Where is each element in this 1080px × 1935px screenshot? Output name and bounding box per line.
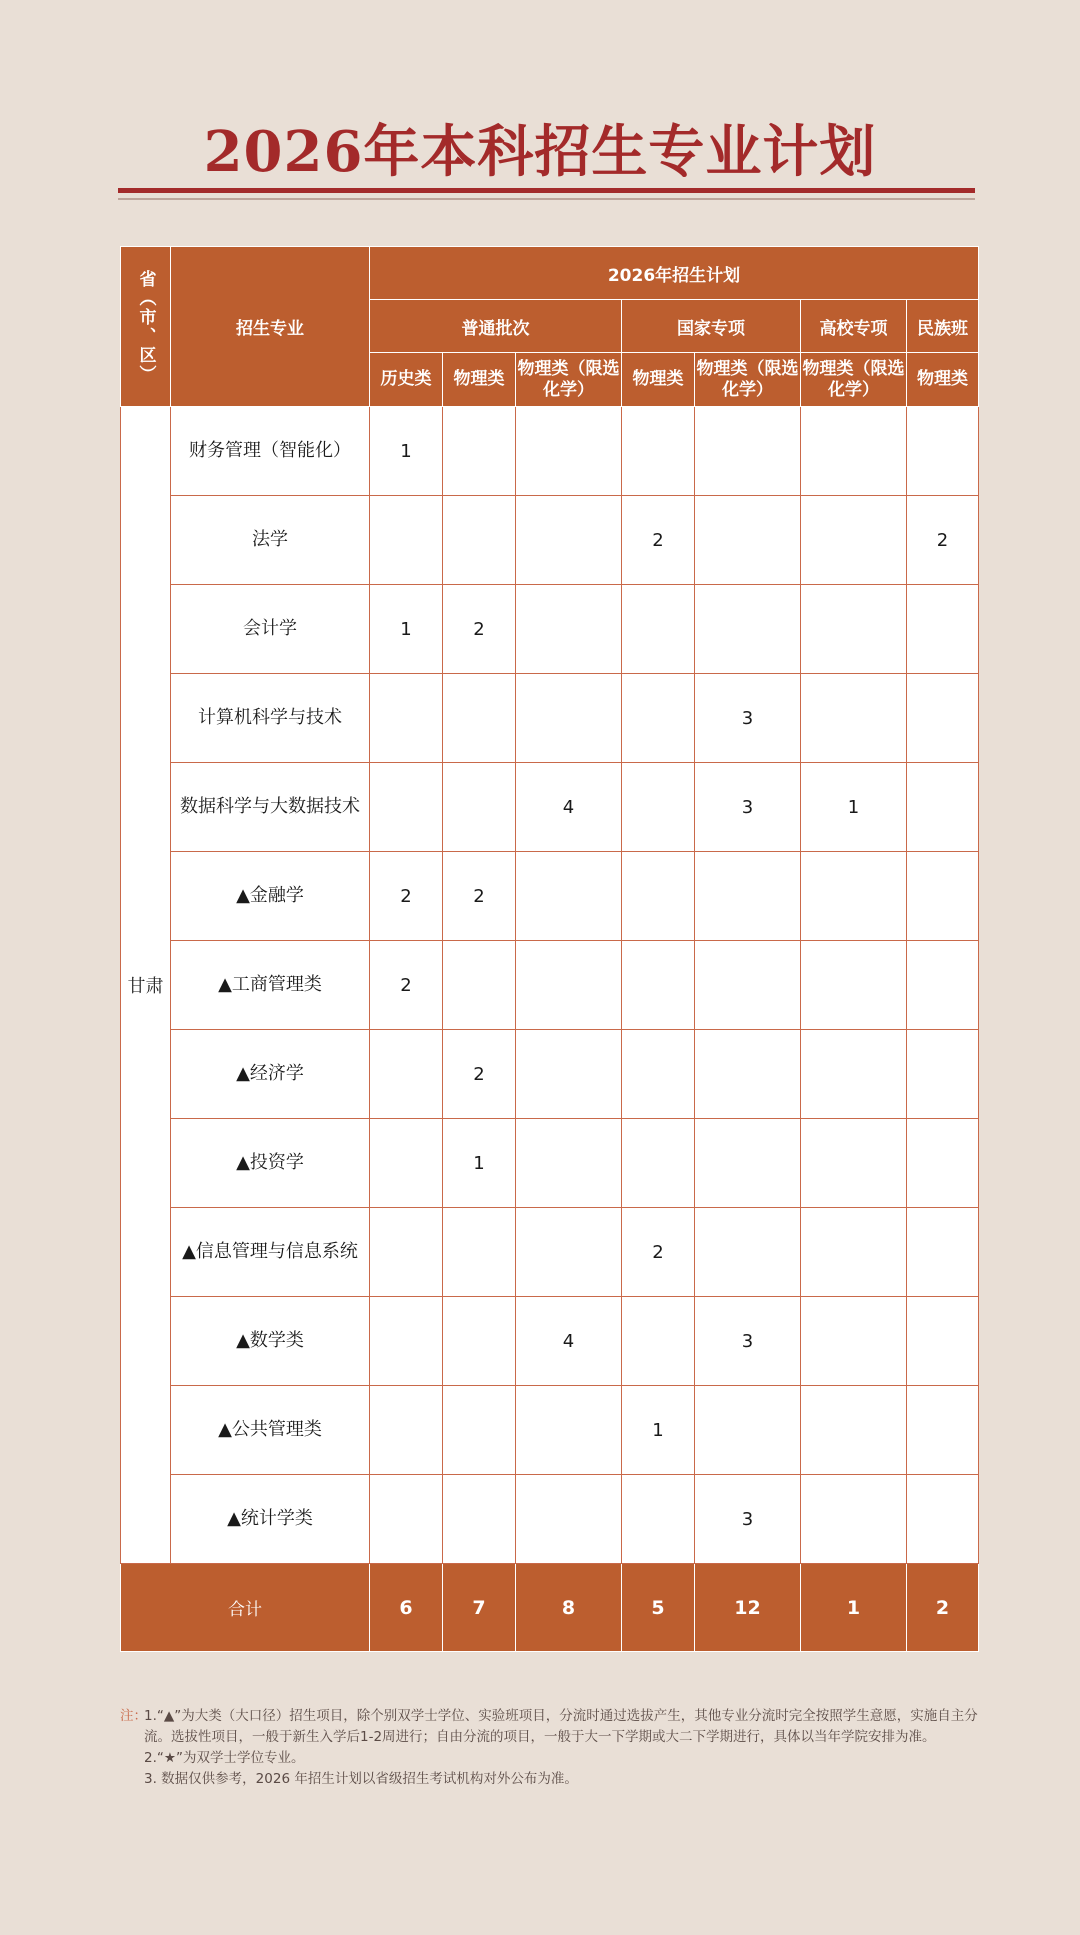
table-row bbox=[121, 852, 979, 941]
plan-count-cell bbox=[907, 941, 979, 1030]
plan-count-cell bbox=[443, 674, 516, 763]
table-row bbox=[121, 407, 979, 496]
plan-count-cell bbox=[370, 1208, 443, 1297]
plan-count-cell bbox=[443, 1208, 516, 1297]
plan-count-cell bbox=[622, 407, 695, 496]
title-rule-secondary bbox=[118, 198, 975, 200]
title-rule-primary bbox=[118, 188, 975, 193]
plan-count-cell: 1 bbox=[443, 1119, 516, 1208]
plan-count-cell bbox=[907, 1386, 979, 1475]
major-cell bbox=[171, 1297, 370, 1386]
header-group-national: 国家专项 bbox=[622, 300, 801, 353]
total-cell: 12 bbox=[695, 1564, 801, 1652]
major-name: ▲数学类 bbox=[236, 1330, 304, 1351]
header-col-6: 物理类（限选化学） bbox=[801, 353, 907, 407]
plan-count-cell bbox=[801, 407, 907, 496]
footnote-prefix: 注： bbox=[120, 1708, 147, 1724]
header-group-university: 高校专项 bbox=[801, 300, 907, 353]
total-cell: 2 bbox=[907, 1564, 979, 1652]
plan-count-cell bbox=[516, 1386, 622, 1475]
plan-count-cell bbox=[516, 852, 622, 941]
plan-count-cell: 2 bbox=[622, 496, 695, 585]
total-label: 合计 bbox=[121, 1564, 370, 1652]
plan-count-cell bbox=[370, 1119, 443, 1208]
major-name: ▲公共管理类 bbox=[218, 1419, 322, 1440]
plan-count-cell bbox=[907, 1297, 979, 1386]
enrollment-plan-table bbox=[120, 246, 979, 1652]
plan-count-cell bbox=[370, 1030, 443, 1119]
plan-count-cell bbox=[622, 1119, 695, 1208]
plan-count-cell bbox=[516, 585, 622, 674]
major-cell bbox=[171, 1030, 370, 1119]
header-col-1: 历史类 bbox=[370, 353, 443, 407]
plan-count-cell bbox=[443, 1475, 516, 1564]
plan-count-cell bbox=[516, 941, 622, 1030]
province-cell: 甘肃 bbox=[121, 407, 171, 1564]
total-cell: 7 bbox=[443, 1564, 516, 1652]
major-name: ▲工商管理类 bbox=[218, 974, 322, 995]
plan-count-cell bbox=[516, 1208, 622, 1297]
major-name: ▲信息管理与信息系统 bbox=[182, 1241, 358, 1262]
footnote-text: 2.“★”为双学士学位专业。 bbox=[144, 1750, 305, 1766]
table-row bbox=[121, 1475, 979, 1564]
plan-count-cell bbox=[801, 674, 907, 763]
plan-count-cell bbox=[516, 674, 622, 763]
major-name: 法学 bbox=[252, 529, 288, 550]
plan-count-cell bbox=[370, 763, 443, 852]
plan-count-cell bbox=[695, 1208, 801, 1297]
header-plan: 2026年招生计划 bbox=[370, 247, 979, 300]
header-group-regular: 普通批次 bbox=[370, 300, 622, 353]
plan-count-cell: 1 bbox=[622, 1386, 695, 1475]
major-cell bbox=[171, 852, 370, 941]
plan-count-cell: 1 bbox=[370, 585, 443, 674]
plan-count-cell bbox=[622, 1030, 695, 1119]
table-row bbox=[121, 1208, 979, 1297]
plan-count-cell bbox=[695, 407, 801, 496]
table-row bbox=[121, 1030, 979, 1119]
table-row bbox=[121, 1386, 979, 1475]
plan-count-cell bbox=[516, 1030, 622, 1119]
plan-count-cell: 3 bbox=[695, 1475, 801, 1564]
plan-count-cell: 3 bbox=[695, 1297, 801, 1386]
header-col-2: 物理类 bbox=[443, 353, 516, 407]
page-title: 2026年本科招生专业计划 bbox=[203, 119, 877, 185]
major-cell bbox=[171, 763, 370, 852]
footnotes bbox=[120, 1706, 980, 1790]
table-row bbox=[121, 1297, 979, 1386]
plan-count-cell bbox=[622, 941, 695, 1030]
table-row bbox=[121, 763, 979, 852]
footnote-1 bbox=[120, 1706, 980, 1748]
total-cell: 5 bbox=[622, 1564, 695, 1652]
plan-count-cell bbox=[695, 1030, 801, 1119]
plan-count-cell bbox=[622, 674, 695, 763]
footnote-text: 3. 数据仅供参考，2026 年招生计划以省级招生考试机构对外公布为准。 bbox=[144, 1771, 578, 1787]
table-row bbox=[121, 941, 979, 1030]
footnote-text: 1.“▲”为大类（大口径）招生项目，除个别双学士学位、实验班项目，分流时通过选拔产生，其他专业分流时完全按照学生意愿，实施自主分流。选拔性项目，一般于新生入学后1-2周进行；自由分流的项目，一般于大一下学期或大二下学期进行，具体以当年学院安排为准。 bbox=[144, 1708, 978, 1745]
plan-count-cell bbox=[443, 496, 516, 585]
plan-count-cell bbox=[370, 1386, 443, 1475]
major-cell bbox=[171, 585, 370, 674]
header-col-4: 物理类 bbox=[622, 353, 695, 407]
footnote-2 bbox=[120, 1748, 980, 1769]
plan-count-cell bbox=[516, 407, 622, 496]
header-province bbox=[121, 247, 171, 407]
plan-count-cell bbox=[801, 941, 907, 1030]
plan-count-cell bbox=[443, 1297, 516, 1386]
total-cell: 1 bbox=[801, 1564, 907, 1652]
plan-count-cell bbox=[907, 585, 979, 674]
plan-count-cell: 2 bbox=[443, 1030, 516, 1119]
plan-count-cell bbox=[907, 1208, 979, 1297]
plan-count-cell: 1 bbox=[370, 407, 443, 496]
major-name: 会计学 bbox=[243, 618, 297, 639]
plan-count-cell bbox=[801, 496, 907, 585]
plan-count-cell bbox=[695, 941, 801, 1030]
plan-count-cell: 2 bbox=[370, 941, 443, 1030]
plan-count-cell: 4 bbox=[516, 1297, 622, 1386]
plan-count-cell bbox=[695, 852, 801, 941]
major-cell bbox=[171, 496, 370, 585]
plan-count-cell bbox=[907, 852, 979, 941]
table-row bbox=[121, 585, 979, 674]
plan-count-cell bbox=[695, 1386, 801, 1475]
plan-count-cell bbox=[370, 496, 443, 585]
plan-count-cell bbox=[622, 852, 695, 941]
header-col-3: 物理类（限选化学） bbox=[516, 353, 622, 407]
plan-count-cell: 2 bbox=[443, 852, 516, 941]
major-cell bbox=[171, 407, 370, 496]
major-name: ▲投资学 bbox=[236, 1152, 304, 1173]
major-cell bbox=[171, 1119, 370, 1208]
plan-count-cell bbox=[907, 674, 979, 763]
plan-count-cell bbox=[907, 1030, 979, 1119]
table-row bbox=[121, 496, 979, 585]
plan-count-cell bbox=[801, 1119, 907, 1208]
table-row bbox=[121, 1119, 979, 1208]
major-cell bbox=[171, 1208, 370, 1297]
plan-count-cell: 3 bbox=[695, 674, 801, 763]
major-name: ▲经济学 bbox=[236, 1063, 304, 1084]
plan-count-cell bbox=[695, 496, 801, 585]
major-name: 数据科学与大数据技术 bbox=[180, 796, 360, 817]
total-cell: 8 bbox=[516, 1564, 622, 1652]
plan-count-cell bbox=[801, 852, 907, 941]
plan-count-cell bbox=[622, 1297, 695, 1386]
major-cell bbox=[171, 1475, 370, 1564]
plan-count-cell bbox=[370, 674, 443, 763]
major-cell bbox=[171, 941, 370, 1030]
plan-count-cell bbox=[907, 407, 979, 496]
plan-count-cell bbox=[443, 407, 516, 496]
plan-count-cell bbox=[695, 1119, 801, 1208]
header-province-text: 省（市、区） bbox=[135, 269, 156, 384]
header-col-5: 物理类（限选化学） bbox=[695, 353, 801, 407]
total-cell: 6 bbox=[370, 1564, 443, 1652]
plan-count-cell bbox=[443, 941, 516, 1030]
plan-count-cell bbox=[370, 1297, 443, 1386]
header-col-7: 物理类 bbox=[907, 353, 979, 407]
plan-count-cell bbox=[370, 1475, 443, 1564]
plan-count-cell bbox=[801, 585, 907, 674]
footnote-3 bbox=[120, 1769, 980, 1790]
totals-row bbox=[121, 1564, 979, 1652]
plan-count-cell bbox=[622, 1475, 695, 1564]
major-name: 财务管理（智能化） bbox=[189, 440, 351, 461]
plan-count-cell bbox=[516, 1119, 622, 1208]
plan-count-cell bbox=[801, 1386, 907, 1475]
plan-count-cell bbox=[801, 1208, 907, 1297]
major-name: ▲统计学类 bbox=[227, 1508, 313, 1529]
plan-count-cell bbox=[443, 1386, 516, 1475]
plan-count-cell bbox=[622, 763, 695, 852]
plan-count-cell: 3 bbox=[695, 763, 801, 852]
plan-count-cell: 2 bbox=[370, 852, 443, 941]
header-group-ethnic: 民族班 bbox=[907, 300, 979, 353]
plan-count-cell bbox=[801, 1475, 907, 1564]
plan-count-cell bbox=[907, 1119, 979, 1208]
header-major: 招生专业 bbox=[171, 247, 370, 407]
plan-count-cell bbox=[516, 496, 622, 585]
plan-count-cell: 4 bbox=[516, 763, 622, 852]
plan-count-cell: 2 bbox=[443, 585, 516, 674]
plan-count-cell bbox=[907, 763, 979, 852]
plan-count-cell bbox=[801, 1297, 907, 1386]
plan-count-cell: 1 bbox=[801, 763, 907, 852]
plan-count-cell bbox=[516, 1475, 622, 1564]
major-name: ▲金融学 bbox=[236, 885, 304, 906]
plan-count-cell: 2 bbox=[622, 1208, 695, 1297]
major-cell bbox=[171, 1386, 370, 1475]
table-body bbox=[121, 407, 979, 1564]
major-cell bbox=[171, 674, 370, 763]
plan-count-cell bbox=[622, 585, 695, 674]
plan-count-cell bbox=[907, 1475, 979, 1564]
major-name: 计算机科学与技术 bbox=[198, 707, 342, 728]
table-row bbox=[121, 674, 979, 763]
plan-count-cell bbox=[443, 763, 516, 852]
plan-count-cell: 2 bbox=[907, 496, 979, 585]
plan-count-cell bbox=[801, 1030, 907, 1119]
plan-count-cell bbox=[695, 585, 801, 674]
